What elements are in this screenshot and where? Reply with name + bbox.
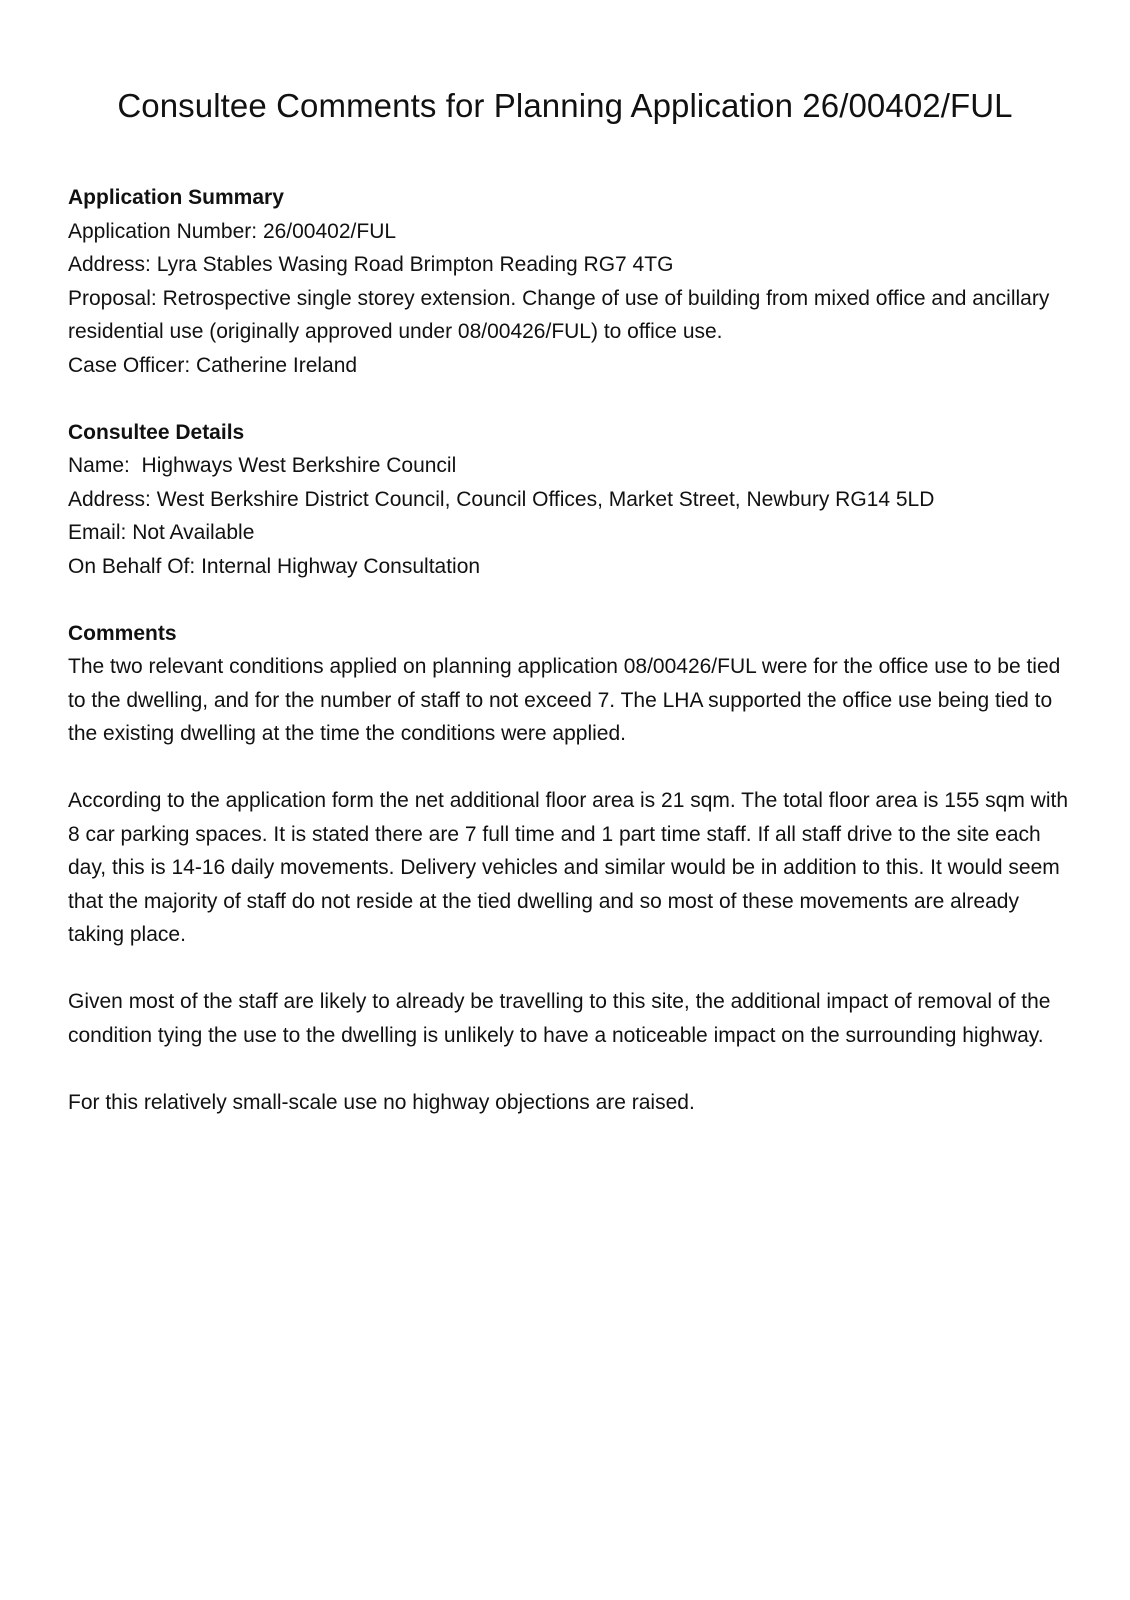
on-behalf-of-label: On Behalf Of : — [68, 555, 201, 578]
proposal-value: Retrospective single storey extension. Change of use of building from mixed office and ancillary residential use (originally approved under 08/00426/FUL) to office use. — [68, 286, 1050, 343]
case-officer-label: Case Officer : — [68, 354, 196, 377]
application-number-label: Application Number : — [68, 220, 263, 243]
application-number-row — [68, 215, 1068, 249]
case-officer-row — [68, 349, 1068, 383]
application-address-row — [68, 248, 1068, 282]
consultee-name-label: Name : — [68, 454, 136, 477]
comment-paragraph-2: According to the application form the net additional floor area is 21 sqm. The total floor area is 155 sqm with 8 car parking spaces. It is stated there are 7 full time and 1 part time staff. If all staff drive to the site each day, this is 14-16 daily movements. Delivery vehicles and similar would be in addition to this. It would seem that the majority of staff do not reside at the tied dwelling and so most of these movements are already taking place. — [68, 789, 1068, 946]
consultee-name-row — [68, 449, 1068, 483]
application-summary-section — [68, 181, 1068, 382]
consultee-email-row — [68, 516, 1068, 550]
consultee-email-value: Not Available — [132, 521, 255, 544]
page-title: Consultee Comments for Planning Application 26/00402/FUL — [117, 87, 1013, 124]
application-summary-heading: Application Summary — [68, 186, 284, 209]
comment-paragraph-1: The two relevant conditions applied on planning application 08/00426/FUL were for the office use to be tied to the dwelling, and for the number of staff to not exceed 7. The LHA supported the office use being tied to the existing dwelling at the time the conditions were applied. — [68, 655, 1061, 745]
comment-paragraph-4: For this relatively small-scale use no highway objections are raised. — [68, 1090, 695, 1114]
application-address-value: Lyra Stables Wasing Road Brimpton Reading RG7 4TG — [156, 253, 674, 276]
consultee-email-label: Email : — [68, 521, 132, 544]
consultee-name-value: Highways West Berkshire Council — [135, 454, 457, 477]
on-behalf-of-row — [68, 550, 1068, 584]
application-number-value: 26/00402/FUL — [262, 219, 397, 243]
on-behalf-of-value: Internal Highway Consultation — [201, 554, 481, 578]
comments-heading: Comments — [68, 621, 177, 645]
document-body — [68, 181, 1068, 1153]
consultee-address-value: West Berkshire District Council, Council Offices, Market Street, Newbury RG14 5LD — [156, 487, 935, 511]
consultee-address-label: Address : — [68, 488, 157, 511]
comments-section — [68, 617, 1068, 1120]
application-address-label: Address : — [68, 253, 157, 276]
comment-paragraph-3: Given most of the staff are likely to already be travelling to this site, the additional impact of removal of the condition tying the use to the dwelling is unlikely to have a noticeable impact on the surrounding highway. — [68, 990, 1051, 1047]
proposal-label: Proposal : — [68, 287, 163, 310]
consultee-details-section — [68, 416, 1068, 584]
consultee-details-heading: Consultee Details — [68, 420, 245, 444]
proposal-row — [68, 282, 1068, 349]
consultee-address-row — [68, 483, 1068, 517]
case-officer-value: Catherine Ireland — [196, 353, 358, 377]
